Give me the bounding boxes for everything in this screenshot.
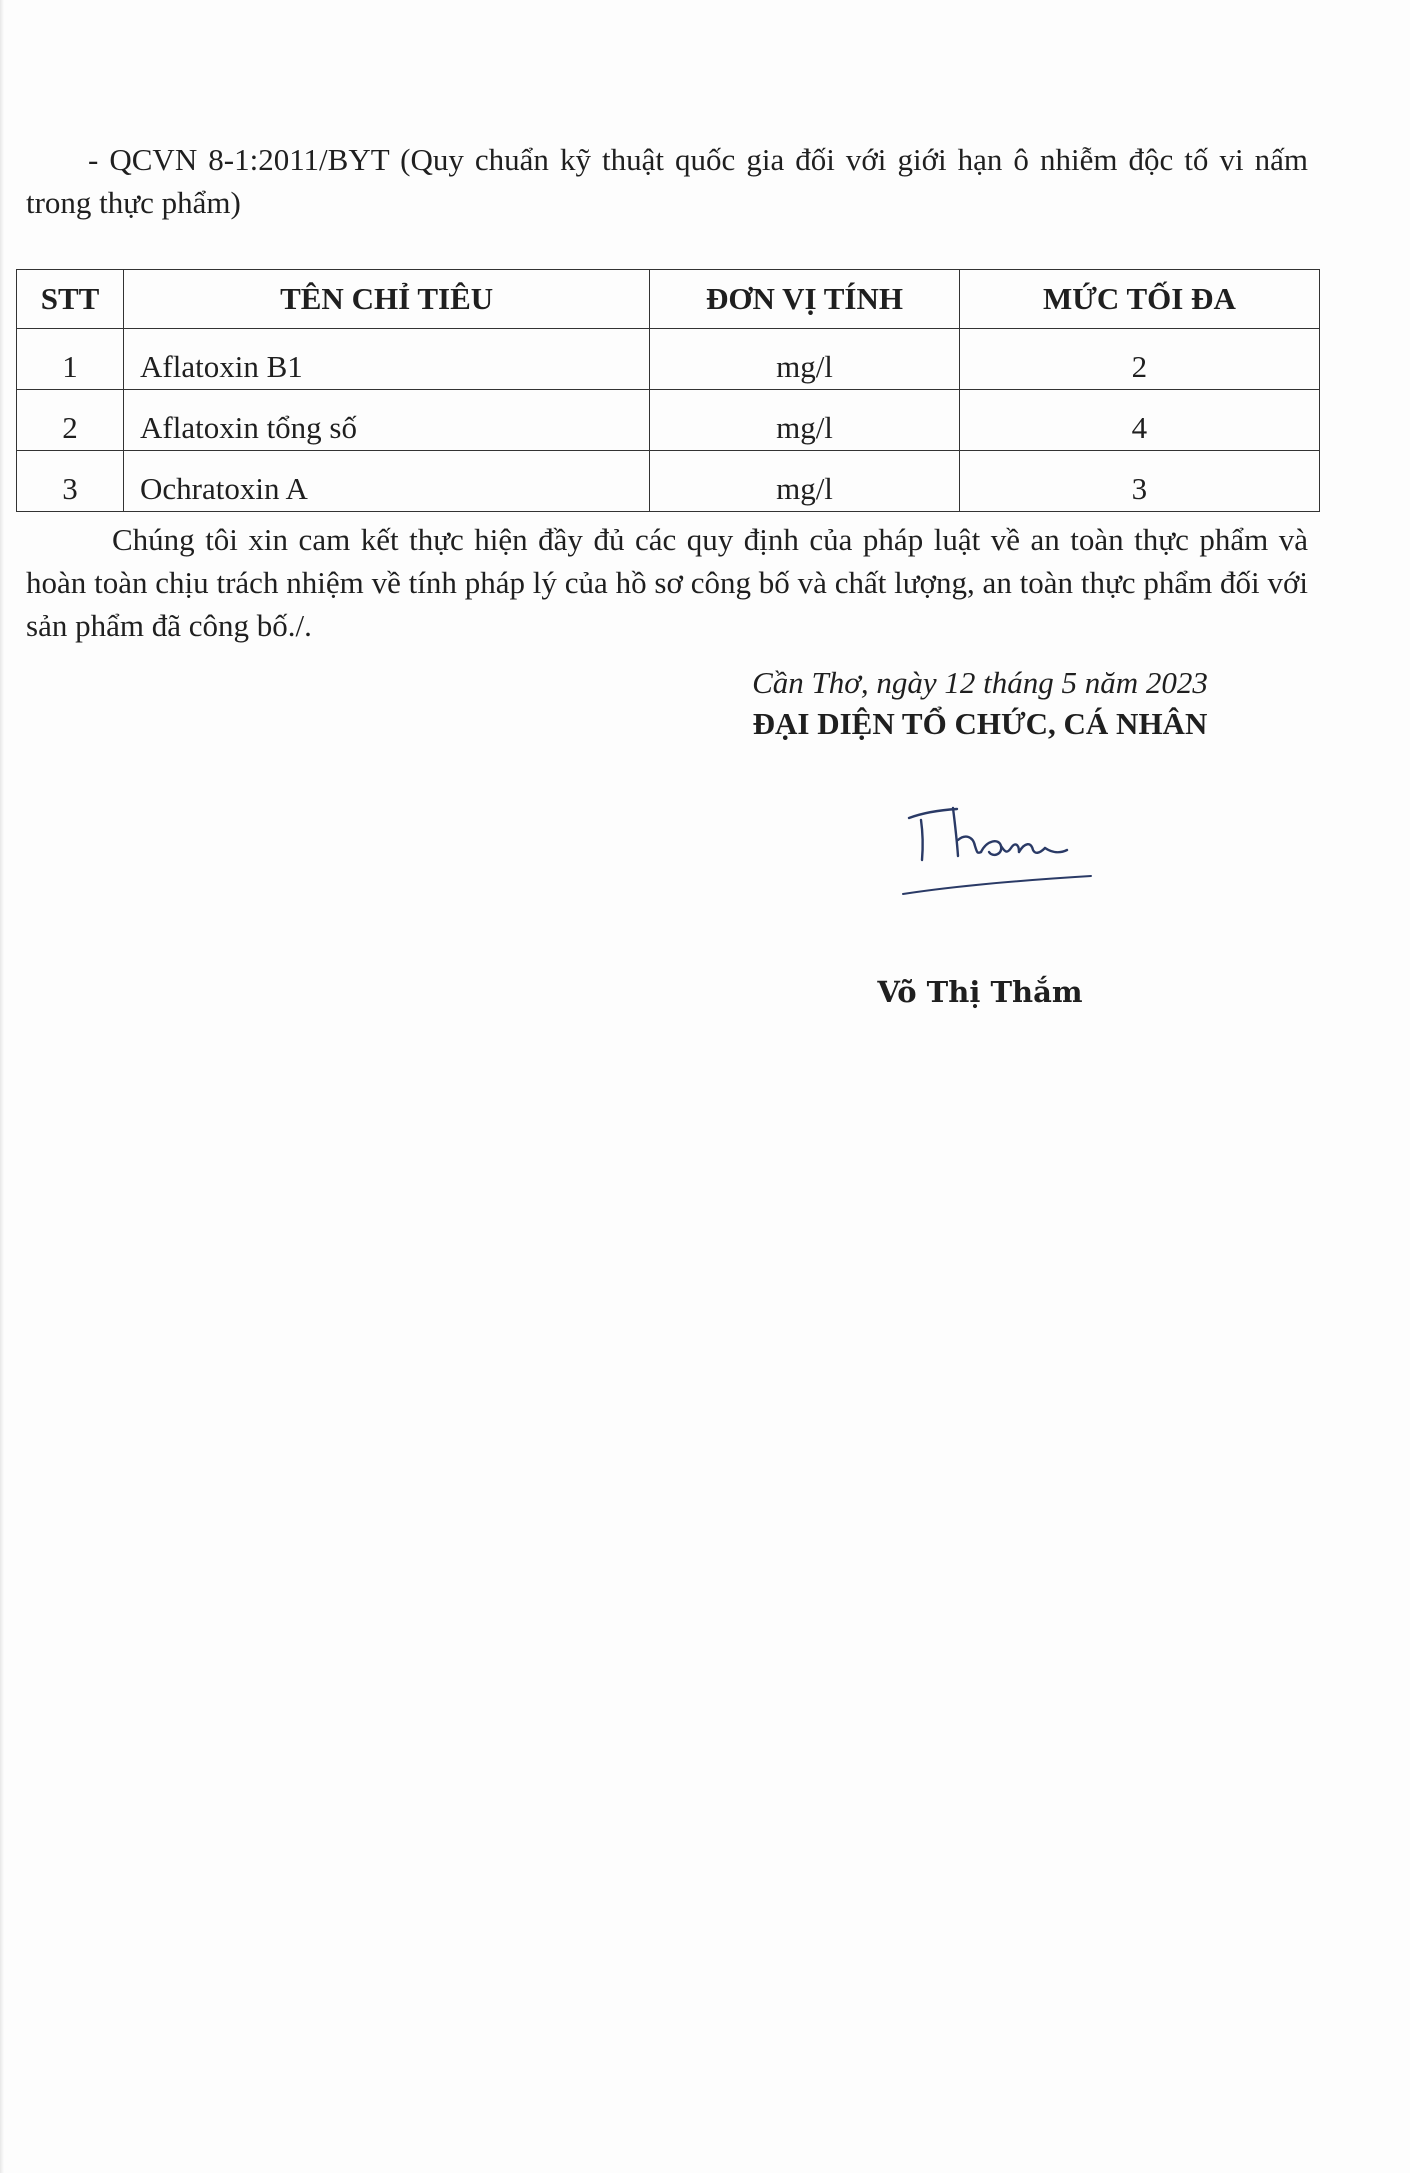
table-row <box>17 390 1320 451</box>
row-name: Aflatoxin tổng số <box>124 390 650 451</box>
toxin-limits-table <box>16 269 1320 512</box>
row-stt: 3 <box>17 451 124 512</box>
representative-title: ĐẠI DIỆN TỔ CHỨC, CÁ NHÂN <box>752 706 1208 741</box>
place-and-date: Cần Thơ, ngày 12 tháng 5 năm 2023 <box>752 665 1208 700</box>
header-name: TÊN CHỈ TIÊU <box>124 270 650 329</box>
row-unit: mg/l <box>650 390 960 451</box>
scan-edge-shadow <box>0 0 4 2173</box>
header-stt: STT <box>17 270 124 329</box>
table-header-row <box>17 270 1320 329</box>
table-row <box>17 451 1320 512</box>
row-max: 4 <box>959 390 1319 451</box>
row-unit: mg/l <box>650 451 960 512</box>
row-max: 3 <box>959 451 1319 512</box>
header-max: MỨC TỐI ĐA <box>959 270 1319 329</box>
row-name: Aflatoxin B1 <box>124 329 650 390</box>
signer-name: Võ Thị Thắm <box>877 975 1083 1009</box>
row-max: 2 <box>959 329 1319 390</box>
row-stt: 2 <box>17 390 124 451</box>
table-row <box>17 329 1320 390</box>
row-name: Ochratoxin A <box>124 451 650 512</box>
row-unit: mg/l <box>650 329 960 390</box>
handwritten-signature <box>895 790 1095 900</box>
row-stt: 1 <box>17 329 124 390</box>
commitment-paragraph: Chúng tôi xin cam kết thực hiện đầy đủ các quy định của pháp luật về an toàn thực phẩm và hoàn toàn chịu trách nhiệm về tính pháp lý của hồ sơ công bố và chất lượng, an toàn thực phẩm đối với sản phẩm đã công bố./. <box>26 522 1308 643</box>
header-unit: ĐƠN VỊ TÍNH <box>650 270 960 329</box>
qcvn-reference: - QCVN 8-1:2011/BYT (Quy chuẩn kỹ thuật quốc gia đối với giới hạn ô nhiễm độc tố vi nấm trong thực phẩm) <box>26 142 1308 220</box>
